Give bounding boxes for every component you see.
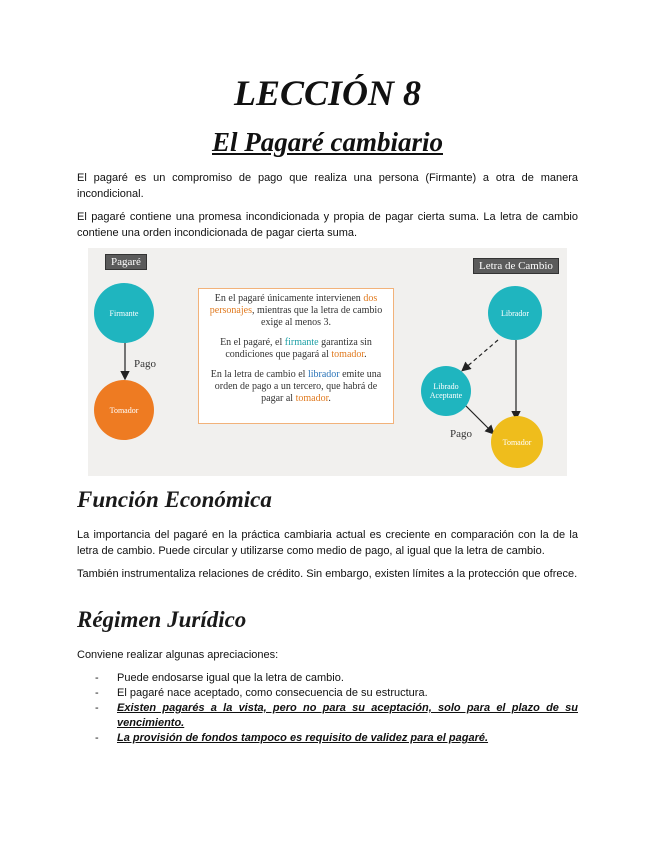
page-subtitle: El Pagaré cambiario — [212, 127, 443, 157]
page-title: LECCIÓN 8 — [233, 73, 422, 113]
tomador-right-circle: Tomador — [491, 416, 543, 468]
list-item-text: La provisión de fondos tampoco es requisito de validez para el pagaré. — [117, 732, 489, 744]
tag-pagare: Pagaré — [105, 254, 147, 270]
tomador-left-circle: Tomador — [94, 380, 154, 440]
note-text: emite una orden de pago a un tercero, que habrá de pagar al — [214, 369, 382, 404]
list-dash: - — [95, 702, 99, 714]
note-highlight: librador — [307, 369, 340, 380]
heading-regimen-juridico: Régimen Jurídico — [77, 607, 247, 632]
tag-letra-de-cambio: Letra de Cambio — [473, 258, 559, 274]
librado-aceptante-circle: Librado Aceptante — [421, 366, 471, 416]
heading-funcion-economica: Función Económica — [77, 487, 272, 512]
dashed-arrow — [463, 340, 498, 370]
list-dash: - — [95, 672, 99, 684]
note-highlight: dos personajes — [209, 293, 378, 316]
note-text: . — [328, 393, 331, 404]
note-text: En el pagaré únicamente intervienen — [214, 293, 364, 304]
note-text: En el pagaré, el — [220, 337, 285, 348]
note-text: , mientras que la letra de cambio exige al menos 3. — [251, 305, 383, 328]
pago-label-left: Pago — [134, 358, 156, 370]
funcion-paragraph-2: También instrumentaliza relaciones de crédito. Sin embargo, existen límites a la protección que ofrece. — [77, 568, 578, 580]
pago-label-right: Pago — [450, 428, 472, 440]
note-highlight: firmante — [284, 337, 319, 348]
list-item — [95, 671, 578, 686]
intro-paragraph-1: El pagaré es un compromiso de pago que realiza una persona (Firmante) a otra de manera incondicional. — [77, 172, 578, 200]
regimen-paragraph: Conviene realizar algunas apreciaciones: — [77, 649, 279, 661]
note-text: garantiza sin condiciones que pagará al — [225, 337, 372, 360]
list-item — [95, 731, 578, 746]
list-item-text: Existen pagarés a la vista, pero no para su aceptación, solo para el plazo de su vencimiento. — [117, 702, 578, 729]
comparison-figure — [88, 248, 567, 476]
note-text: . — [364, 349, 367, 360]
librador-circle: Librador — [488, 286, 542, 340]
funcion-paragraph-1: La importancia del pagaré en la práctica cambiaria actual es creciente en comparación con la de la letra de cambio. Puede circular y utilizarse como medio de pago, al igual que la letra de cambio. — [77, 529, 578, 557]
list-item — [95, 701, 578, 731]
list-dash: - — [95, 732, 99, 744]
regimen-list — [95, 671, 578, 746]
note-text: En la letra de cambio el — [210, 369, 308, 380]
list-item-text: Puede endosarse igual que la letra de cambio. — [117, 672, 344, 684]
intro-paragraph-2: El pagaré contiene una promesa incondicionada y propia de pagar cierta suma. La letra de cambio contiene una orden incondicionada de pagar cierta suma. — [77, 211, 578, 239]
note-highlight: tomador — [331, 349, 365, 360]
note-highlight: tomador — [295, 393, 329, 404]
list-item — [95, 686, 578, 701]
list-item-text: El pagaré nace aceptado, como consecuencia de su estructura. — [117, 687, 428, 699]
explanation-box — [198, 288, 394, 424]
list-dash: - — [95, 687, 99, 699]
firmante-circle: Firmante — [94, 283, 154, 343]
